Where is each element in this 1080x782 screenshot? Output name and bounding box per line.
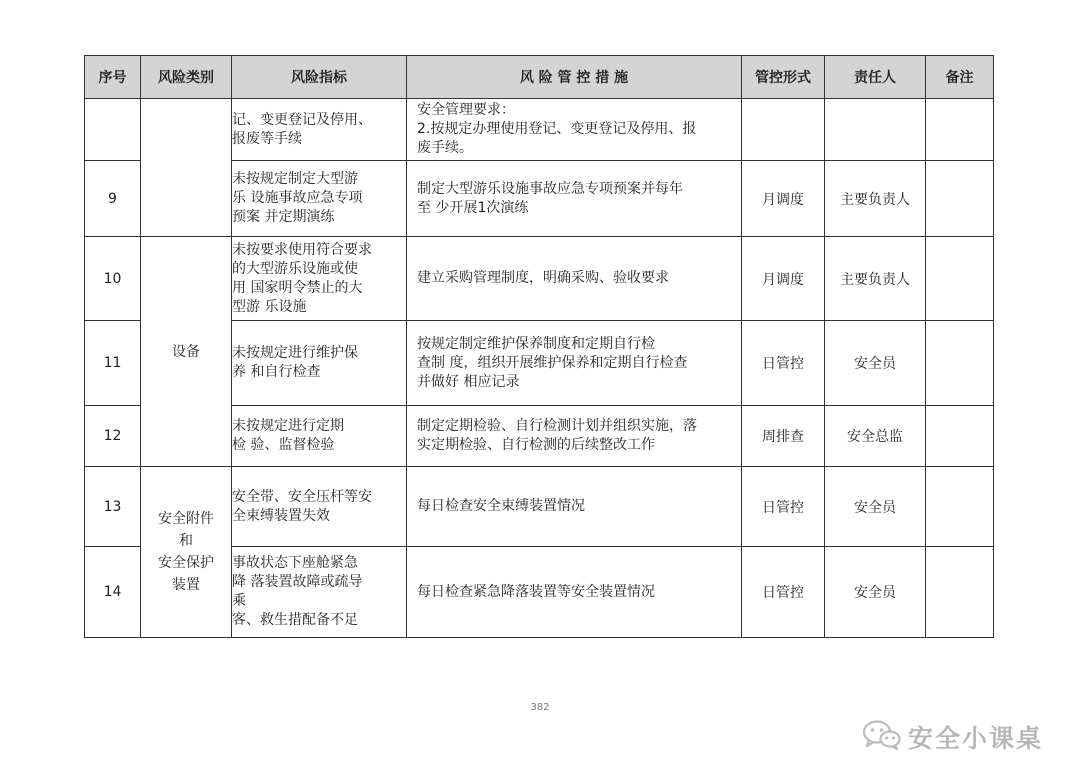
responsible-person: 安全员: [825, 467, 926, 547]
control-form: 月调度: [742, 161, 825, 237]
risk-indicator: 未按规定进行定期 检 验、监督检验: [232, 406, 407, 467]
control-measure: 安全管理要求： 2.按规定办理使用登记、变更登记及停用、报 废手续。: [407, 99, 742, 161]
remark: [926, 321, 994, 406]
risk-indicator: 未按规定进行维护保 养 和自行检查: [232, 321, 407, 406]
responsible-person: [825, 99, 926, 161]
control-form: [742, 99, 825, 161]
remark: [926, 406, 994, 467]
risk-indicator: 事故状态下座舱紧急 降 落装置故障或疏导 乘 客、救生措配备不足: [232, 547, 407, 638]
category-cell-continued: [141, 99, 232, 237]
responsible-person: 安全员: [825, 321, 926, 406]
control-form: 日管控: [742, 547, 825, 638]
header-owner: 责任人: [825, 56, 926, 99]
remark: [926, 467, 994, 547]
row-no: 11: [85, 321, 141, 406]
control-form: 日管控: [742, 467, 825, 547]
table-row: [85, 99, 994, 161]
page-number: 382: [530, 702, 550, 713]
responsible-person: 主要负责人: [825, 161, 926, 237]
row-no: 10: [85, 237, 141, 321]
control-form: 日管控: [742, 321, 825, 406]
header-measure: 风 险 管 控 措 施: [407, 56, 742, 99]
remark: [926, 237, 994, 321]
category-equipment: 设备: [141, 237, 232, 467]
control-form: 月调度: [742, 237, 825, 321]
header-no: 序号: [85, 56, 141, 99]
table-header-row: [85, 56, 994, 99]
risk-indicator: 安全带、安全压杆等安 全束缚装置失效: [232, 467, 407, 547]
brand-watermark: [862, 718, 1043, 756]
wechat-icon: [862, 718, 902, 756]
row-no: 12: [85, 406, 141, 467]
responsible-person: 安全员: [825, 547, 926, 638]
header-remark: 备注: [926, 56, 994, 99]
row-no: 14: [85, 547, 141, 638]
row-no: 13: [85, 467, 141, 547]
control-measure: 按规定制定维护保养制度和定期自行检 查制 度，组织开展维护保养和定期自行检查 并做好 相应记录: [407, 321, 742, 406]
brand-name: 安全小课桌: [908, 724, 1044, 753]
control-form: 周排查: [742, 406, 825, 467]
control-measure: 制定定期检验、自行检测计划并组织实施，落 实定期检验、自行检测的后续整改工作: [407, 406, 742, 467]
responsible-person: 主要负责人: [825, 237, 926, 321]
remark: [926, 161, 994, 237]
row-no: 9: [85, 161, 141, 237]
control-measure: 每日检查安全束缚装置情况: [407, 467, 742, 547]
control-measure: 每日检查紧急降落装置等安全装置情况: [407, 547, 742, 638]
header-category: 风险类别: [141, 56, 232, 99]
risk-control-table: [84, 55, 994, 638]
table-row: [85, 237, 994, 321]
risk-indicator: 未按要求使用符合要求 的大型游乐设施或使 用 国家明令禁止的大 型游 乐设施: [232, 237, 407, 321]
table-row: [85, 467, 994, 547]
responsible-person: 安全总监: [825, 406, 926, 467]
row-no: [85, 99, 141, 161]
control-measure: 制定大型游乐设施事故应急专项预案并每年 至 少开展1次演练: [407, 161, 742, 237]
remark: [926, 99, 994, 161]
category-safety-devices: 安全附件 和 安全保护 装置: [141, 467, 232, 638]
header-indicator: 风险指标: [232, 56, 407, 99]
header-form: 管控形式: [742, 56, 825, 99]
remark: [926, 547, 994, 638]
risk-indicator: 未按规定制定大型游 乐 设施事故应急专项 预案 并定期演练: [232, 161, 407, 237]
control-measure: 建立采购管理制度，明确采购、验收要求: [407, 237, 742, 321]
risk-indicator: 记、变更登记及停用、 报废等手续: [232, 99, 407, 161]
